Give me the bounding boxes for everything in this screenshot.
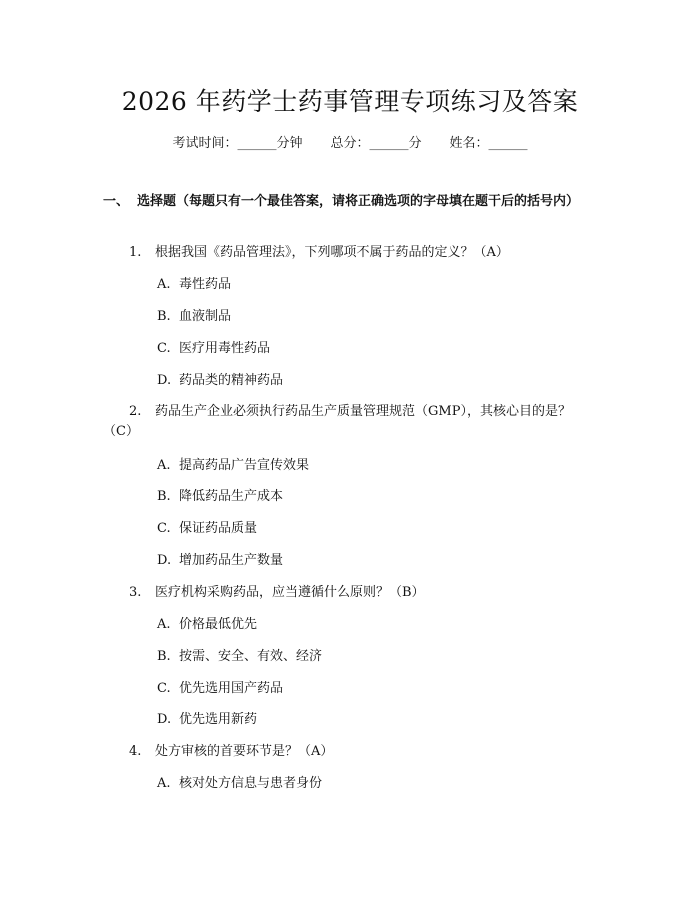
option-text: 保证药品质量	[179, 521, 258, 536]
question-number: 2.	[129, 404, 142, 419]
question-number: 1.	[129, 245, 142, 260]
option-text: 核对处方信息与患者身份	[179, 776, 323, 791]
answer-option	[157, 551, 283, 571]
option-text: 降低药品生产成本	[179, 489, 284, 504]
option-text: 毒性药品	[179, 277, 232, 292]
option-letter: D.	[157, 712, 172, 727]
exam-meta-line	[0, 132, 700, 151]
option-letter: A.	[157, 458, 171, 473]
answer-option	[157, 647, 322, 667]
question-text: 处方审核的首要环节是？（A）	[155, 744, 334, 759]
exam-time-field: 考试时间：______分钟	[172, 136, 303, 151]
question	[103, 243, 595, 263]
answer-option	[157, 615, 257, 635]
answer-option	[157, 679, 283, 699]
section-number: 一、	[103, 194, 130, 209]
option-letter: A.	[157, 776, 171, 791]
name-field: 姓名：______	[449, 136, 528, 151]
answer-option	[157, 487, 283, 507]
answer-option	[157, 519, 257, 539]
answer-option	[157, 275, 231, 295]
question	[103, 402, 595, 442]
section-heading	[103, 192, 595, 211]
answer-option	[157, 456, 309, 476]
option-letter: A.	[157, 617, 171, 632]
answer-option	[157, 307, 231, 327]
total-score-field: 总分：______分	[330, 136, 422, 151]
answer-option	[157, 371, 283, 391]
option-letter: A.	[157, 277, 171, 292]
option-letter: D.	[157, 373, 172, 388]
option-text: 医疗用毒性药品	[179, 341, 271, 356]
option-letter: D.	[157, 553, 172, 568]
option-letter: B.	[157, 309, 171, 324]
answer-option	[157, 774, 322, 794]
document-title: 2026 年药学士药事管理专项练习及答案	[121, 87, 579, 116]
option-text: 按需、安全、有效、经济	[179, 649, 323, 664]
option-text: 增加药品生产数量	[179, 553, 284, 568]
option-letter: B.	[157, 649, 171, 664]
option-letter: C.	[157, 681, 171, 696]
question-number: 4.	[129, 744, 142, 759]
option-text: 提高药品广告宣传效果	[179, 458, 310, 473]
option-text: 血液制品	[179, 309, 232, 324]
question-text: 医疗机构采购药品，应当遵循什么原则？（B）	[155, 585, 425, 600]
option-letter: C.	[157, 521, 171, 536]
section-text: 选择题（每题只有一个最佳答案，请将正确选项的字母填在题干后的括号内）	[137, 194, 580, 209]
answer-option	[157, 339, 270, 359]
answer-option	[157, 710, 257, 730]
option-text: 优先选用国产药品	[179, 681, 284, 696]
option-letter: B.	[157, 489, 171, 504]
question	[103, 742, 595, 762]
option-text: 优先选用新药	[179, 712, 258, 727]
option-text: 价格最低优先	[179, 617, 258, 632]
question	[103, 583, 595, 603]
option-text: 药品类的精神药品	[179, 373, 284, 388]
question-text: 药品生产企业必须执行药品生产质量管理规范（GMP），其核心目的是？（C）	[103, 404, 571, 439]
question-text: 根据我国《药品管理法》，下列哪项不属于药品的定义？（A）	[155, 245, 509, 260]
question-number: 3.	[129, 585, 142, 600]
option-letter: C.	[157, 341, 171, 356]
